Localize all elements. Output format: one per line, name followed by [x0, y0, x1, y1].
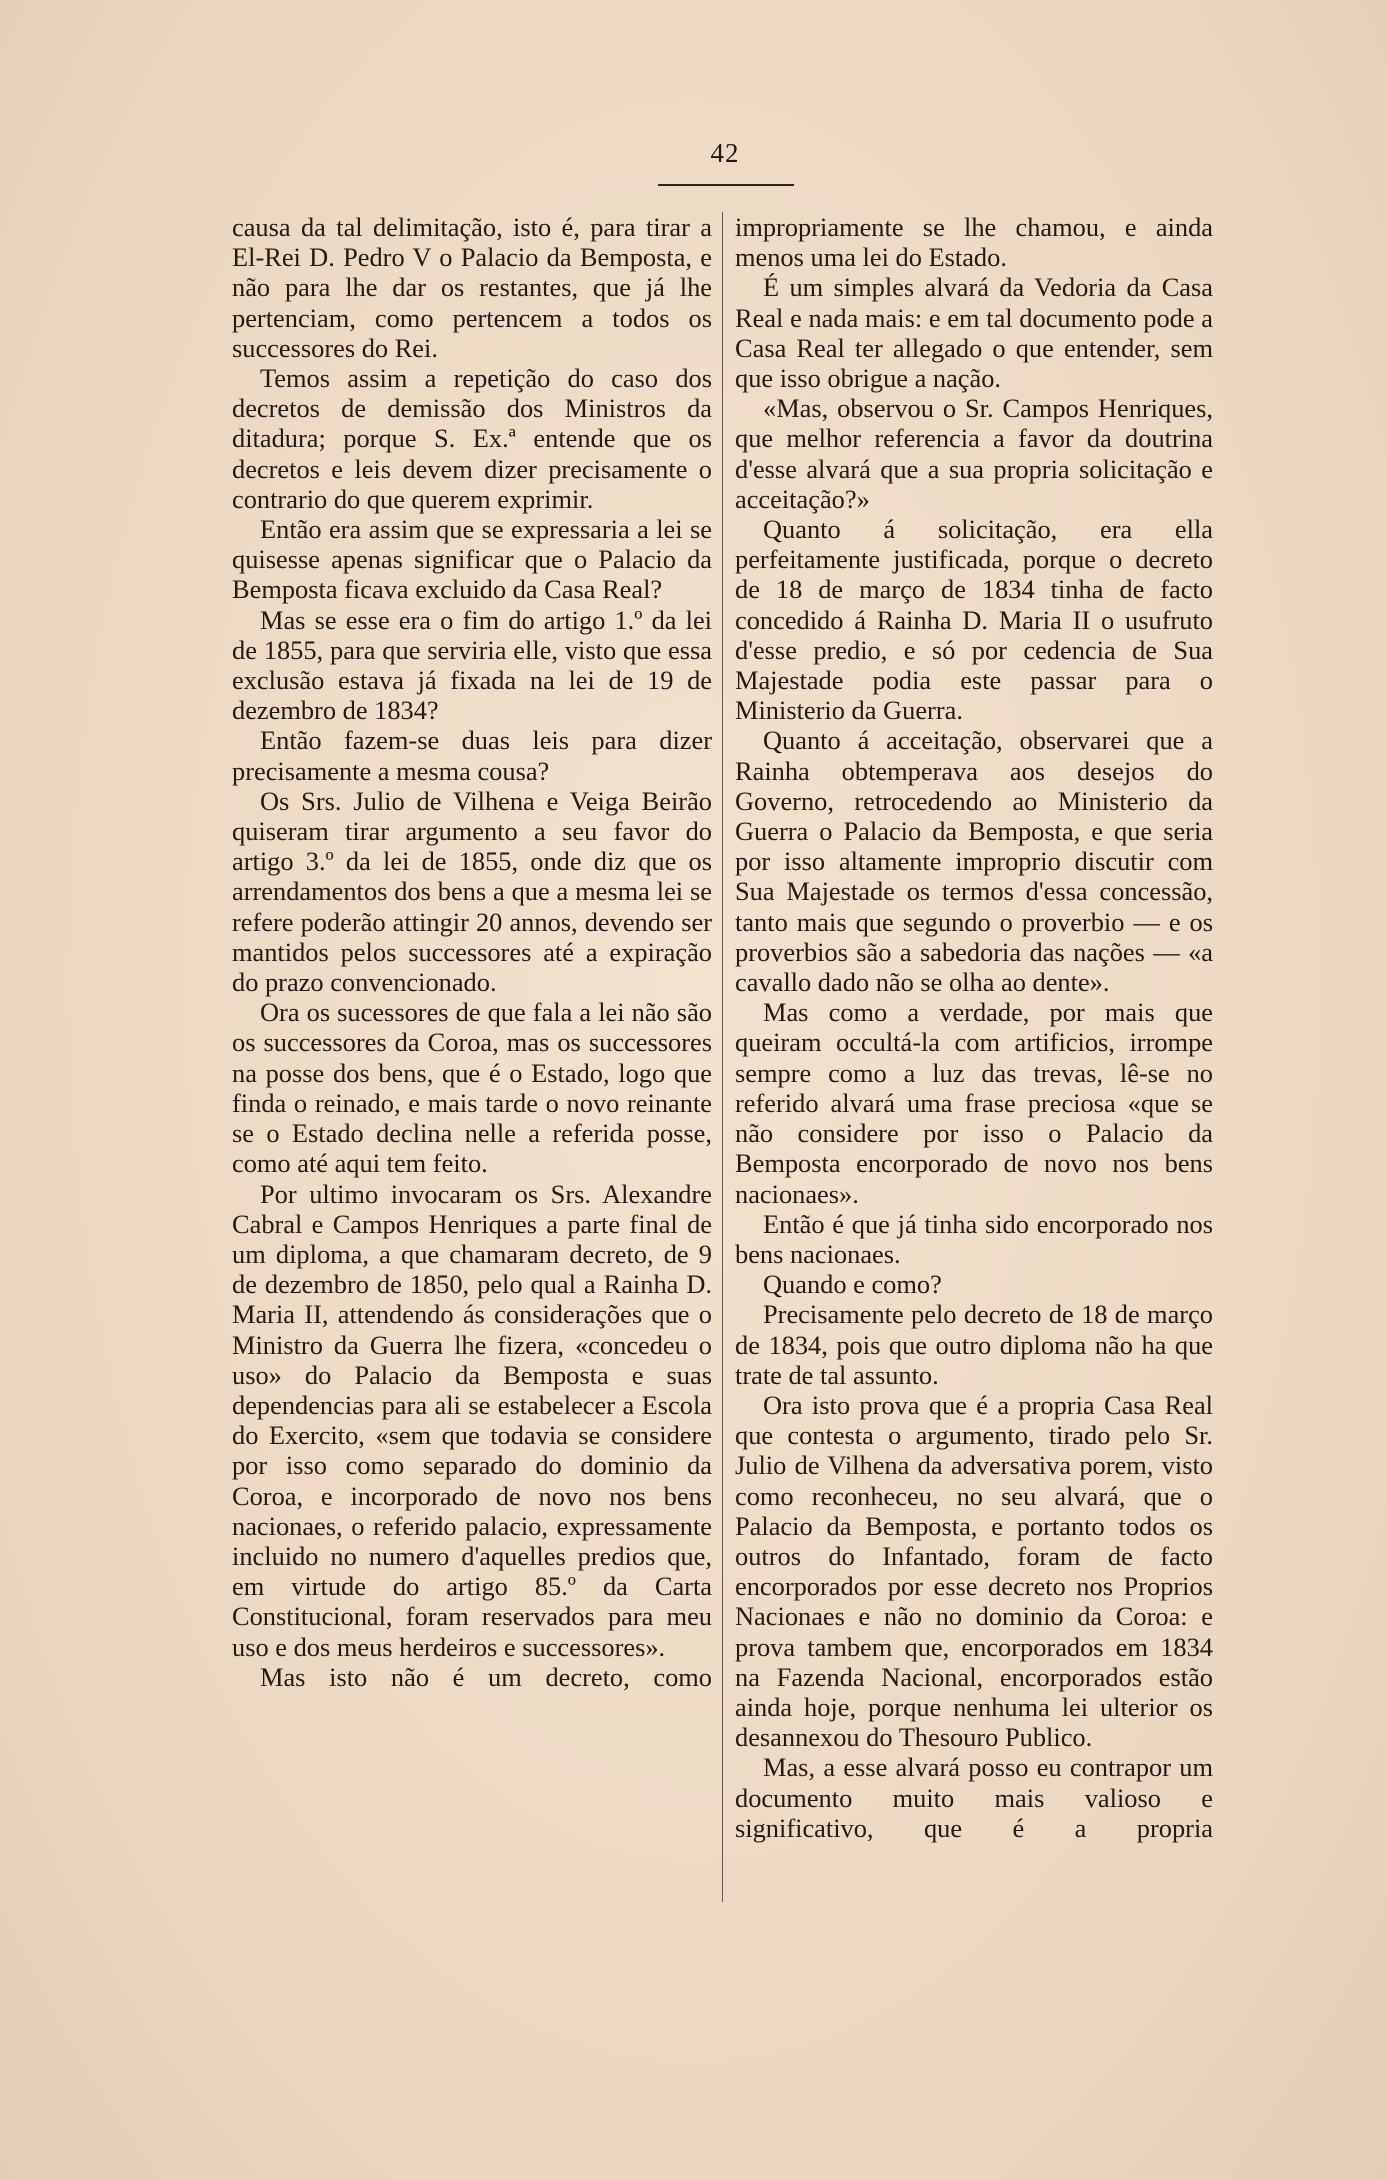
paragraph: Mas como a verdade, por mais que queiram occultá-la com artificios, irrompe sempre como a luz das trevas, lê-se no referido alvará uma frase preciosa «que se não considere por isso o Palacio da Bemposta encorporado de novo nos bens nacionaes».	[735, 997, 1213, 1209]
paragraph: Precisamente pelo decreto de 18 de março de 1834, pois que outro diploma não ha que trate de tal assunto.	[735, 1299, 1213, 1390]
page-number: 42	[710, 138, 740, 168]
paragraph: Então fazem-se duas leis para dizer precisamente a mesma cousa?	[232, 725, 712, 786]
paragraph: Ora os sucessores de que fala a lei não são os successores da Coroa, mas os successores na posse dos bens, que é o Estado, logo que finda o reinado, e mais tarde o novo reinante se o Estado declina nelle a referida posse, como até aqui tem feito.	[232, 997, 712, 1179]
paragraph: impropriamente se lhe chamou, e ainda menos uma lei do Estado.	[735, 212, 1213, 273]
paragraph: Então é que já tinha sido encorporado nos bens nacionaes.	[735, 1208, 1213, 1269]
paragraph: Mas isto não é um decreto, como	[260, 1661, 712, 1692]
paragraph: Quanto á acceitação, observarei que a Rainha obtemperava aos desejos do Governo, retrocedendo ao Ministerio da Guerra o Palacio da Bemposta, e que seria por isso altamente improprio discutir com Sua Majestade os termos d'essa concessão, tanto mais que segundo o proverbio — e os proverbios são a sabedoria das nações — «a cavallo dado não se olha ao dente».	[735, 725, 1213, 998]
paragraph: É um simples alvará da Vedoria da Casa Real e nada mais: e em tal documento pode a Casa Real ter allegado o que entender, sem que isso obrigue a nação.	[735, 272, 1213, 394]
paragraph: Então era assim que se expressaria a lei se quisesse apenas significar que o Palacio da Bemposta ficava excluido da Casa Real?	[232, 514, 712, 605]
paragraph: Os Srs. Julio de Vilhena e Veiga Beirão quiseram tirar argumento a seu favor do artigo 3.º da lei de 1855, onde diz que os arrendamentos dos bens a que a mesma lei se refere poderão attingir 20 annos, devendo ser mantidos pelos successores até a expiração do prazo convencionado.	[232, 785, 712, 998]
paragraph: Por ultimo invocaram os Srs. Alexandre Cabral e Campos Henriques a parte final de um diploma, a que chamaram decreto, de 9 de dezembro de 1850, pelo qual a Rainha D. Maria II, attendendo ás considerações que o Ministro da Guerra lhe fizera, «concedeu o uso» do Palacio da Bemposta e suas dependencias para ali se estabelecer a Escola do Exercito, «sem que todavia se considere por isso como separado do dominio da Coroa, e incorporado de novo nos bens nacionaes, o referido palacio, expressamente incluido no numero d'aquelles predios que, em virtude do artigo 85.º da Carta Constitucional, foram reservados para meu uso e dos meus herdeiros e successores».	[232, 1178, 712, 1662]
paragraph: Temos assim a repetição do caso dos decretos de demissão dos Ministros da ditadura; porque S. Ex.ª entende que os decretos e leis devem dizer precisamente o contrario do que querem exprimir.	[232, 363, 712, 514]
left-column	[232, 212, 712, 1692]
right-column	[735, 212, 1213, 1843]
header-rule	[658, 184, 794, 186]
column-divider	[722, 212, 723, 1902]
paragraph: Quando e como?	[763, 1269, 942, 1300]
paragraph: Ora isto prova que é a propria Casa Real que contesta o argumento, tirado pelo Sr. Julio de Vilhena da adversativa porem, visto como reconheceu, no seu alvará, que o Palacio da Bemposta, e portanto todos os outros do Infantado, foram de facto encorporados por esse decreto nos Proprios Nacionaes e não no dominio da Coroa: e prova tambem que, encorporados em 1834 na Fazenda Nacional, encorporados estão ainda hoje, porque nenhuma lei ulterior os desannexou do Thesouro Publico.	[735, 1389, 1213, 1753]
paragraph: Quanto á solicitação, era ella perfeitamente justificada, porque o decreto de 18 de março de 1834 tinha de facto concedido á Rainha D. Maria II o usufruto d'esse predio, e só por cedencia de Sua Majestade podia este passar para o Ministerio da Guerra.	[735, 514, 1213, 726]
paragraph: causa da tal delimitação, isto é, para tirar a El-Rei D. Pedro V o Palacio da Bemposta, e não para lhe dar os restantes, que já lhe pertenciam, como pertencem a todos os successores do Rei.	[232, 212, 712, 363]
paragraph: Mas se esse era o fim do artigo 1.º da lei de 1855, para que serviria elle, visto que essa exclusão estava já fixada na lei de 19 de dezembro de 1834?	[232, 604, 712, 726]
paragraph: Mas, a esse alvará posso eu contrapor um documento muito mais valioso e significativo, que é a propria	[735, 1752, 1213, 1843]
paragraph: «Mas, observou o Sr. Campos Henriques, que melhor referencia a favor da doutrina d'esse alvará que a sua propria solicitação e acceitação?»	[735, 393, 1213, 514]
